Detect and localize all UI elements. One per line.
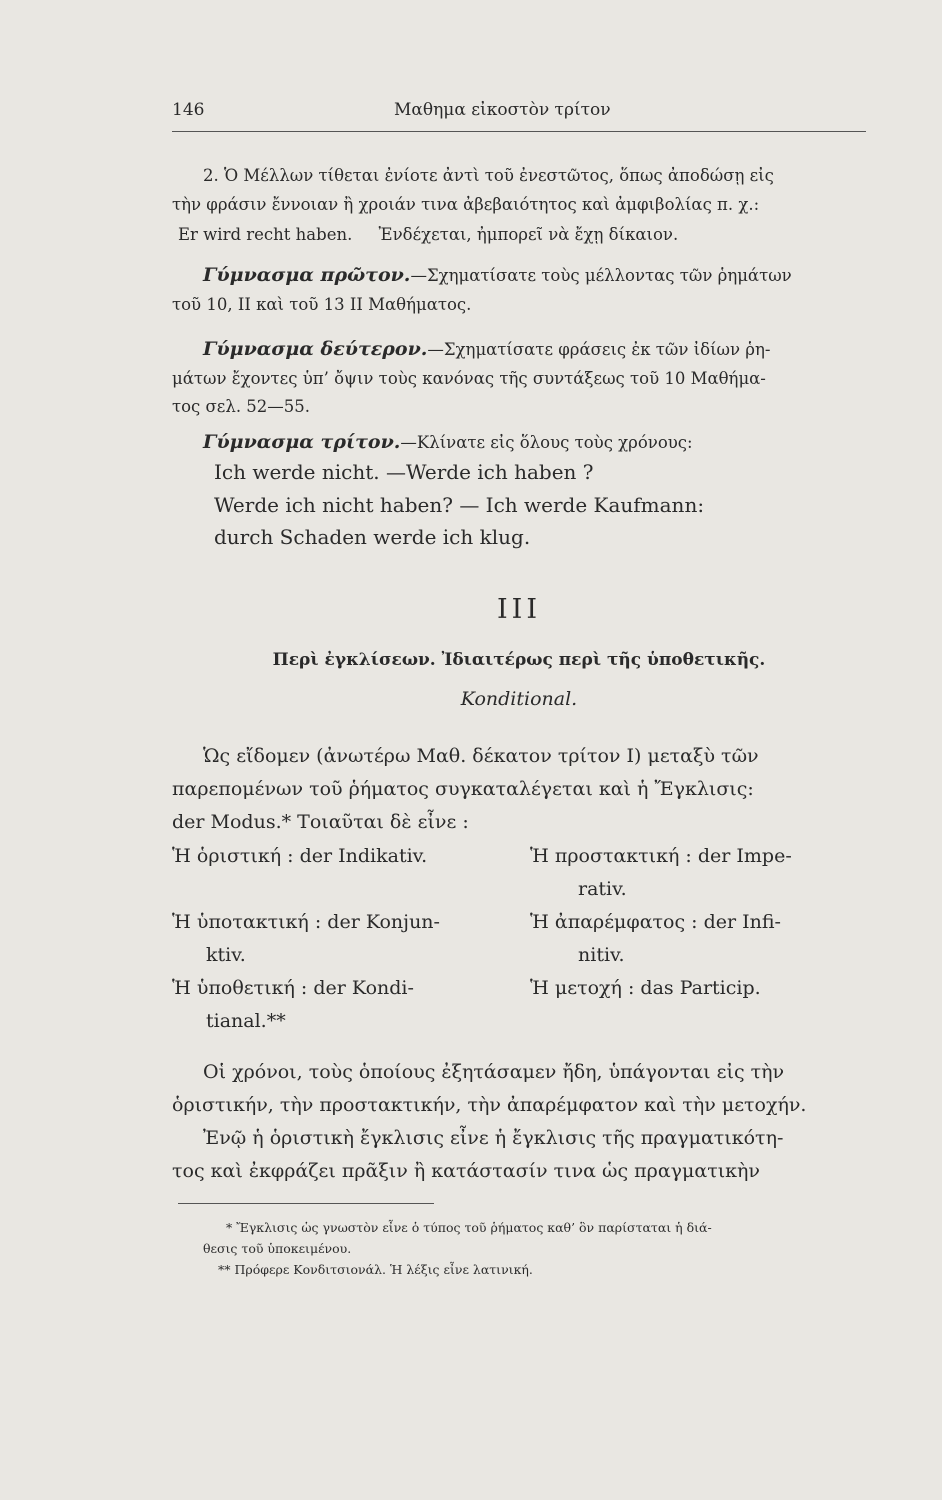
german-example: Ich werde nicht. —Werde ich haben ? [214,460,594,484]
mood-indicative: Ἡ ὁριστική : der Indikativ. [172,845,428,867]
running-title: Μαθημα εἰκοστὸν τρίτον [394,100,611,120]
exercise-line [203,261,792,290]
exercise-line [203,335,770,364]
exercise-label: Γύμνασμα δεύτερον. [203,338,428,360]
body-line: Ἐνῷ ἡ ὁριστικὴ ἔγκλισις εἶνε ἡ ἔγκλισις τῆς πραγματικότη- [203,1127,784,1149]
section-subtitle: Konditional. [460,688,578,710]
german-example: durch Schaden werde ich klug. [214,525,531,549]
intro-line: Ὡς εἴδομεν (ἀνωτέρω Μαθ. δέκατον τρίτον Ι) μεταξὺ τῶν [203,745,759,767]
intro-line: der Modus.* Τοιαῦται δὲ εἶνε : [172,811,469,833]
mood-subjunctive-cont: ktiv. [206,944,246,966]
exercise-text: —Κλίνατε εἰς ὅλους τοὺς χρόνους: [400,433,693,452]
mood-conditional-cont: tianal.** [206,1010,286,1032]
mood-infinitive-cont: nitiv. [578,944,625,966]
mood-imperative: Ἡ προστακτική : der Impe- [530,845,792,867]
page-number: 146 [172,100,205,120]
footnote-rule [178,1203,434,1204]
exercise-label: Γύμνασμα τρίτον. [203,431,401,453]
exercise-line: τος σελ. 52—55. [172,397,311,416]
mood-subjunctive: Ἡ ὑποτακτική : der Konjun- [172,911,440,933]
mood-conditional: Ἡ ὑποθετική : der Kondi- [172,977,414,999]
paragraph-line: 2. Ὁ Μέλλων τίθεται ἐνίοτε ἀντὶ τοῦ ἐνεστῶτος, ὅπως ἀποδώσῃ εἰς [203,166,774,185]
body-line: τος καὶ ἐκφράζει πρᾶξιν ἢ κατάστασίν τινα ὡς πραγματικὴν [172,1160,760,1182]
mood-infinitive: Ἡ ἀπαρέμφατος : der Infi- [530,911,781,933]
exercise-line: τοῦ 10, ΙΙ καὶ τοῦ 13 ΙΙ Μαθήματος. [172,295,472,314]
mood-participle: Ἡ μετοχή : das Particip. [530,977,761,999]
footnote-cont: θεσις τοῦ ὑποκειμένου. [203,1241,352,1256]
header-rule [172,131,866,132]
paragraph-line: Er wird recht haben. Ἐνδέχεται, ἠμπορεῖ νὰ ἔχῃ δίκαιον. [178,225,679,244]
section-numeral: III [497,594,541,625]
german-example: Werde ich nicht haben? — Ich werde Kaufmann: [214,493,705,517]
paragraph-line: τὴν φράσιν ἔννοιαν ἢ χροιάν τινα ἀβεβαιότητος καὶ ἀμφιβολίας π. χ.: [172,195,760,214]
intro-line: παρεπομένων τοῦ ῥήματος συγκαταλέγεται καὶ ἡ Ἔγκλισις: [172,778,754,800]
section-heading: Περὶ ἐγκλίσεων. Ἰδιαιτέρως περὶ τῆς ὑποθετικῆς. [272,650,766,670]
mood-imperative-cont: rativ. [578,878,627,900]
exercise-text: —Σχηματίσατε τοὺς μέλλοντας τῶν ῥημάτων [410,266,792,285]
footnote: * Ἔγκλισις ὡς γνωστὸν εἶνε ὁ τύπος τοῦ ῥήματος καθ’ ὃν παρίσταται ἡ διά- [226,1220,712,1235]
exercise-text: —Σχηματίσατε φράσεις ἐκ τῶν ἰδίων ῥη- [427,340,771,359]
exercise-label: Γύμνασμα πρῶτον. [203,264,411,286]
body-line: ὁριστικήν, τὴν προστακτικήν, τὴν ἀπαρέμφατον καὶ τὴν μετοχήν. [172,1094,807,1116]
footnote: ** Πρόφερε Κονδιτσιονάλ. Ἡ λέξις εἶνε λατινική. [218,1262,533,1277]
exercise-line [203,428,693,457]
exercise-line: μάτων ἔχοντες ὑπ’ ὄψιν τοὺς κανόνας τῆς συντάξεως τοῦ 10 Μαθήμα- [172,369,766,388]
body-line: Οἱ χρόνοι, τοὺς ὁποίους ἐξητάσαμεν ἤδη, ὑπάγονται εἰς τὴν [203,1061,785,1083]
